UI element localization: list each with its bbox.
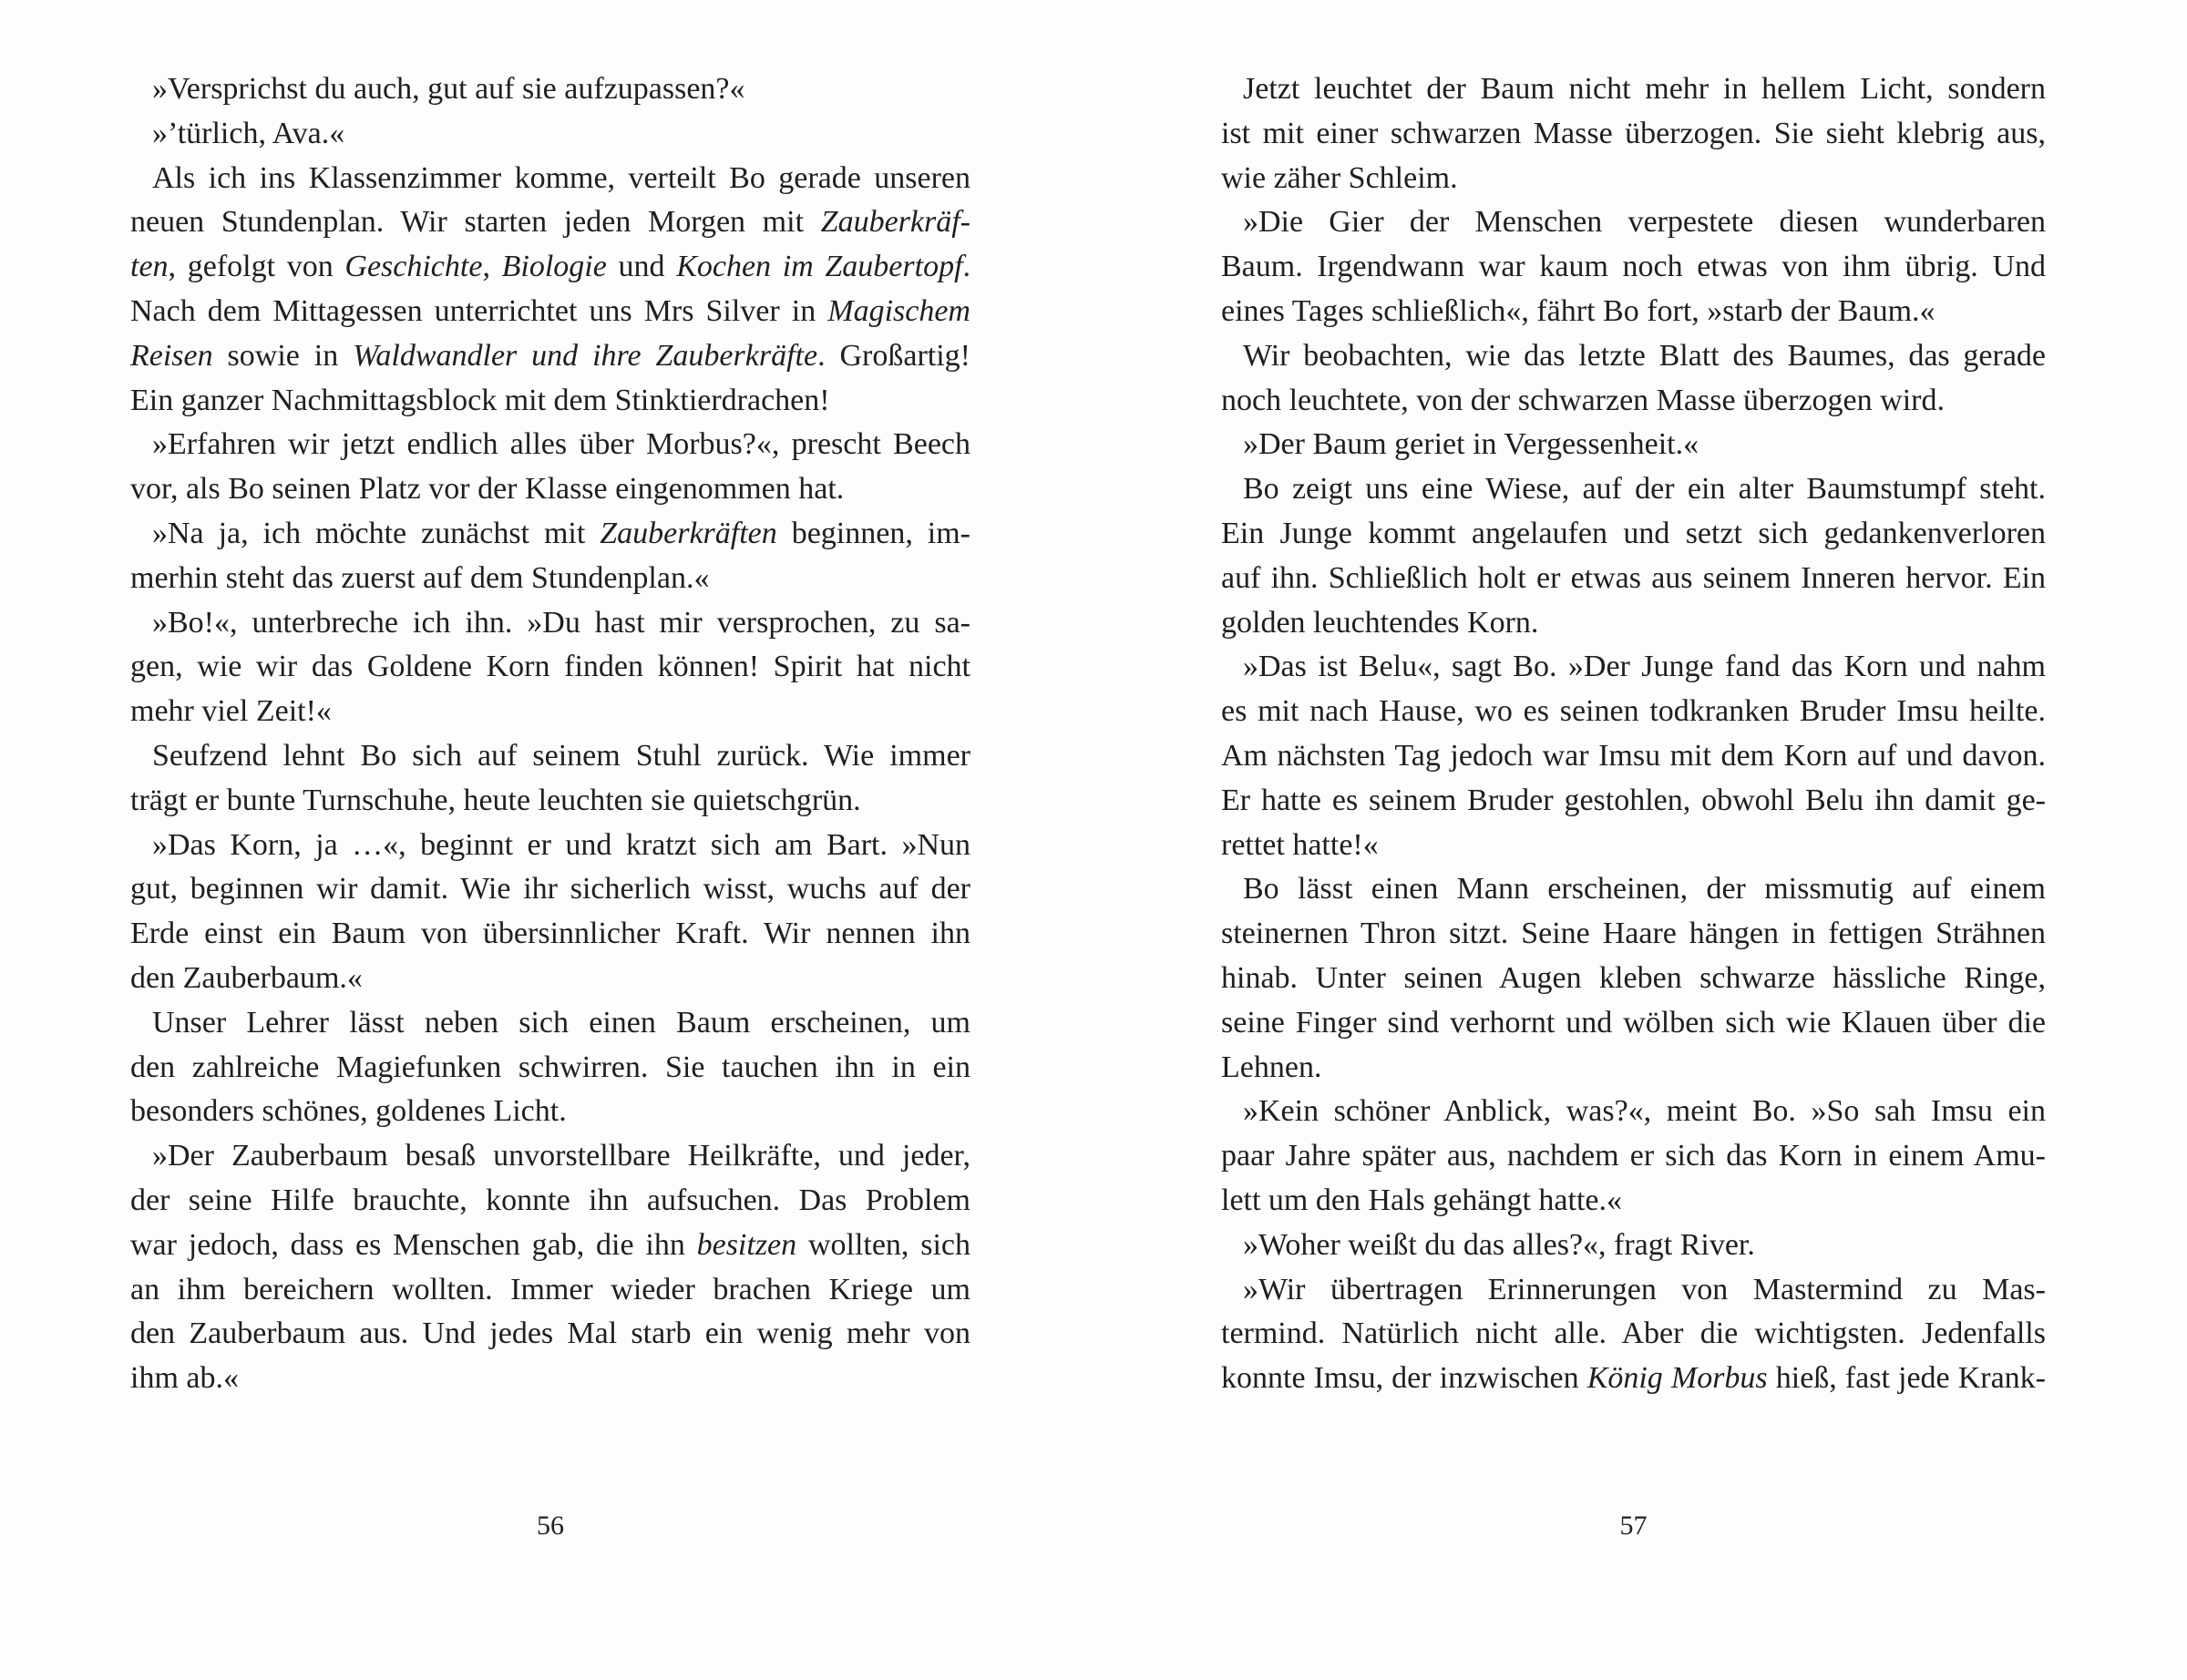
text-line: den Zauberbaum.«: [130, 960, 363, 995]
text-line: trägt er bunte Turnschuhe, heute leuchten sie quietschgrün.: [130, 783, 861, 817]
text-line: »Der Baum geriet in Vergessenheit.«: [1243, 427, 1699, 462]
text-line: merhin steht das zuerst auf dem Stundenplan.«: [130, 560, 710, 595]
text-line: Seufzend lehnt Bo sich auf seinem Stuhl zurück. Wie immer: [152, 738, 970, 773]
text-line: eines Tages schließlich«, fährt Bo fort, »starb der Baum.«: [1221, 293, 1935, 328]
text-line: seine Finger sind verhornt und wölben sich wie Klauen über die: [1221, 1005, 2046, 1040]
text-line: Ein Junge kommt angelaufen und setzt sich gedankenverloren: [1221, 516, 2046, 550]
text-line: Am nächsten Tag jedoch war Imsu mit dem Korn auf und davon.: [1221, 738, 2046, 773]
text-line: Er hatte es seinem Bruder gestohlen, obwohl Belu ihn damit ge-: [1221, 783, 2046, 817]
text-line: »Versprichst du auch, gut auf sie aufzupassen?«: [152, 72, 745, 106]
text-line: »Der Zauberbaum besaß unvorstellbare Heilkräfte, und jeder,: [152, 1139, 970, 1173]
text-line: »Wir übertragen Erinnerungen von Mastermind zu Mas-: [1243, 1272, 2046, 1306]
text-line: »Die Gier der Menschen verpestete diesen wunderbaren: [1243, 205, 2046, 240]
text-line: konnte Imsu, der inzwischen König Morbus hieß, fast jede Krank-: [1221, 1361, 2046, 1396]
text-line: Bo zeigt uns eine Wiese, auf der ein alter Baumstumpf steht.: [1243, 472, 2046, 507]
text-line: ist mit einer schwarzen Masse überzogen. Sie sieht klebrig aus,: [1221, 116, 2046, 150]
text-line: Wir beobachten, wie das letzte Blatt des Baumes, das gerade: [1243, 338, 2046, 373]
text-line: neuen Stundenplan. Wir starten jeden Morgen mit Zauberkräf-: [130, 205, 970, 240]
text-line: »Das Korn, ja …«, beginnt er und kratzt sich am Bart. »Nun: [152, 827, 970, 862]
text-line: war jedoch, dass es Menschen gab, die ihn besitzen wollten, sich: [130, 1227, 970, 1262]
text-line: Bo lässt einen Mann erscheinen, der missmutig auf einem: [1243, 872, 2046, 907]
text-line: den zahlreiche Magiefunken schwirren. Sie tauchen ihn in ein: [130, 1050, 970, 1084]
text-line: Lehnen.: [1221, 1050, 1322, 1084]
text-line: ihm ab.«: [130, 1361, 239, 1396]
text-line: gut, beginnen wir damit. Wie ihr sicherlich wisst, wuchs auf der: [130, 872, 970, 907]
text-line: den Zauberbaum aus. Und jedes Mal starb ein wenig mehr von: [130, 1316, 970, 1351]
text-line: paar Jahre später aus, nachdem er sich das Korn in einem Amu-: [1221, 1139, 2046, 1173]
text-line: »’türlich, Ava.«: [152, 116, 345, 150]
text-line: »Kein schöner Anblick, was?«, meint Bo. »So sah Imsu ein: [1243, 1094, 2046, 1129]
text-line: golden leuchtendes Korn.: [1221, 605, 1539, 640]
text-line: Baum. Irgendwann war kaum noch etwas von ihm übrig. Und: [1221, 250, 2046, 284]
text-line: »Na ja, ich möchte zunächst mit Zauberkräften beginnen, im-: [152, 516, 970, 550]
text-line: noch leuchtete, von der schwarzen Masse überzogen wird.: [1221, 383, 1945, 417]
text-line: vor, als Bo seinen Platz vor der Klasse eingenommen hat.: [130, 472, 845, 507]
text-line: steinernen Thron sitzt. Seine Haare hängen in fettigen Strähnen: [1221, 917, 2046, 951]
text-line: Als ich ins Klassenzimmer komme, verteilt Bo gerade unseren: [152, 160, 970, 195]
text-line: an ihm bereichern wollten. Immer wieder brachen Kriege um: [130, 1272, 970, 1306]
left-page-text-block: [130, 67, 970, 1401]
text-line: lett um den Hals gehängt hatte.«: [1221, 1183, 1622, 1217]
text-line: rettet hatte!«: [1221, 827, 1379, 862]
text-line: Erde einst ein Baum von übersinnlicher Kraft. Wir nennen ihn: [130, 917, 970, 951]
text-line: mehr viel Zeit!«: [130, 694, 332, 729]
text-line: termind. Natürlich nicht alle. Aber die wichtigsten. Jedenfalls: [1221, 1316, 2046, 1351]
text-line: ten, gefolgt von Geschichte, Biologie und Kochen im Zaubertopf.: [130, 250, 971, 284]
text-line: gen, wie wir das Goldene Korn finden können! Spirit hat nicht: [130, 650, 970, 684]
page-number-right: 57: [1619, 1511, 1648, 1541]
text-line: Unser Lehrer lässt neben sich einen Baum erscheinen, um: [152, 1005, 970, 1040]
text-line: besonders schönes, goldenes Licht.: [130, 1094, 567, 1129]
text-line: Ein ganzer Nachmittagsblock mit dem Stinktierdrachen!: [130, 383, 830, 417]
text-line: »Woher weißt du das alles?«, fragt River.: [1243, 1227, 1755, 1262]
page-number-left: 56: [537, 1511, 564, 1541]
text-line: Nach dem Mittagessen unterrichtet uns Mrs Silver in Magischem: [130, 293, 970, 328]
text-line: auf ihn. Schließlich holt er etwas aus seinem Inneren hervor. Ein: [1221, 560, 2046, 595]
text-line: »Erfahren wir jetzt endlich alles über Morbus?«, prescht Beech: [152, 427, 970, 462]
text-line: »Bo!«, unterbreche ich ihn. »Du hast mir versprochen, zu sa-: [152, 605, 970, 640]
text-line: »Das ist Belu«, sagt Bo. »Der Junge fand das Korn und nahm: [1243, 650, 2046, 684]
text-line: hinab. Unter seinen Augen kleben schwarze hässliche Ringe,: [1221, 960, 2046, 995]
text-line: wie zäher Schleim.: [1221, 160, 1458, 195]
text-line: der seine Hilfe brauchte, konnte ihn aufsuchen. Das Problem: [130, 1183, 970, 1217]
text-line: es mit nach Hause, wo es seinen todkranken Bruder Imsu heilte.: [1221, 694, 2046, 729]
text-line: Jetzt leuchtet der Baum nicht mehr in hellem Licht, sondern: [1243, 72, 2046, 106]
right-page-text-block: [1221, 67, 2046, 1401]
text-line: Reisen sowie in Waldwandler und ihre Zauberkräfte. Großartig!: [130, 338, 970, 373]
